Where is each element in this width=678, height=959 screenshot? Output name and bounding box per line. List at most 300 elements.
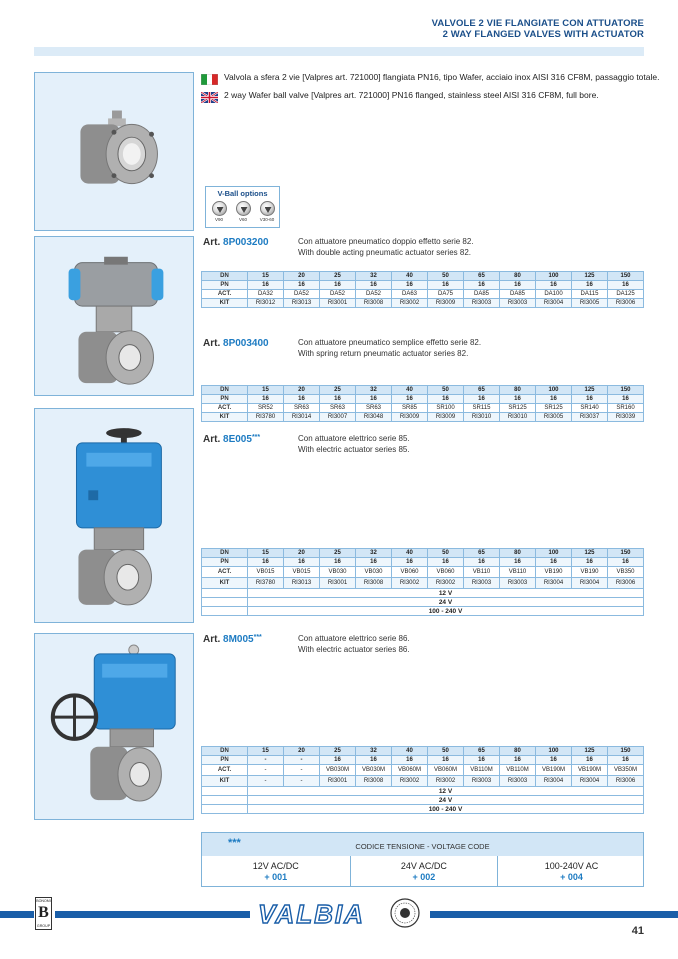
row-label: PN [202,281,248,290]
table-cell: RI3009 [428,299,464,308]
table-cell: 16 [608,281,644,290]
table-row [202,549,644,558]
voltage-option: 12 V [248,787,644,796]
table-cell: 16 [320,281,356,290]
table-cell: RI3003 [500,299,536,308]
table-cell: VB190M [572,765,608,776]
table-cell: VB190M [536,765,572,776]
description-en: With electric actuator series 85. [298,444,410,454]
certification-seal-icon [388,898,422,928]
voltage-row [202,796,644,805]
voltage-option: 24 V [248,796,644,805]
table-cell: RI3002 [392,299,428,308]
table-cell: 25 [320,272,356,281]
table-cell: - [248,765,284,776]
table-row [202,747,644,756]
row-label [202,589,248,598]
row-label [202,805,248,814]
table-cell: - [284,765,320,776]
table-cell: VB015 [284,567,320,578]
table-row [202,299,644,308]
row-label: PN [202,756,248,765]
voltage-code-box [201,832,644,887]
table-cell: RI3004 [572,578,608,589]
table-cell: 150 [608,549,644,558]
table-cell: 16 [572,281,608,290]
table-cell: 65 [464,272,500,281]
article-heading [203,237,269,248]
row-label: KIT [202,299,248,308]
vball-option-label: V60 [238,217,247,222]
table-cell: RI3004 [536,776,572,787]
table-cell: 80 [500,549,536,558]
table-cell: 16 [248,281,284,290]
table-cell: DA32 [248,290,284,299]
article-label: Art. [203,434,221,445]
electric-actuator-handwheel-valve-illustration [35,634,193,819]
brand-logo: VALBIA [258,899,365,929]
table-cell: - [248,776,284,787]
ball-icon [236,201,251,216]
table-cell: 100 [536,386,572,395]
table-row [202,756,644,765]
row-label: KIT [202,578,248,589]
table-row [202,567,644,578]
vball-options-box [205,186,280,228]
pneumatic-actuator-valve-illustration [35,237,193,395]
vball-option-label: V90 [214,217,223,222]
page-header [432,18,644,40]
table-cell: SR63 [356,404,392,413]
table-row [202,776,644,787]
table-cell: RI3003 [500,776,536,787]
table-row [202,404,644,413]
table-cell: 20 [284,272,320,281]
table-cell: 16 [428,756,464,765]
table-cell: RI3048 [356,413,392,422]
table-cell: VB030M [320,765,356,776]
table-cell: 50 [428,549,464,558]
table-cell: 16 [320,756,356,765]
table-cell: VB190 [572,567,608,578]
table-cell: 16 [572,756,608,765]
table-cell: 16 [536,756,572,765]
table-cell: 16 [356,558,392,567]
voltage-code-title: CODICE TENSIONE - VOLTAGE CODE [355,842,490,851]
table-cell: DA85 [464,290,500,299]
table-cell: 16 [608,395,644,404]
header-title-en: 2 WAY FLANGED VALVES WITH ACTUATOR [442,29,644,40]
row-label: DN [202,747,248,756]
table-cell: 100 [536,549,572,558]
table-cell: 125 [572,549,608,558]
table-row [202,290,644,299]
table-cell: RI3006 [608,776,644,787]
electric-actuator-valve-illustration [35,409,193,622]
table-cell: 125 [572,386,608,395]
page-number: 41 [631,925,644,937]
table-cell: SR125 [500,404,536,413]
table-cell: 15 [248,386,284,395]
product-photo-double-acting [34,236,194,396]
table-cell: VB060 [392,567,428,578]
voltage-row [202,589,644,598]
table-cell: VB350M [608,765,644,776]
table-cell: 16 [500,395,536,404]
article-heading [203,434,260,445]
table-cell: 16 [284,558,320,567]
table-cell: VB030M [356,765,392,776]
description-it: Con attuatore elettrico serie 86. [298,634,410,643]
table-cell: RI3001 [320,299,356,308]
table-cell: 40 [392,272,428,281]
voltage-suffix-code: + 004 [560,872,583,882]
table-cell: 16 [536,281,572,290]
group-logo [35,897,52,930]
table-cell: DA52 [320,290,356,299]
table-cell: 20 [284,549,320,558]
table-cell: 32 [356,549,392,558]
table-cell: 16 [392,395,428,404]
table-cell: RI3014 [284,413,320,422]
table-cell: VB190 [536,567,572,578]
table-cell: 16 [500,281,536,290]
description-it: Con attuatore pneumatico doppio effetto serie 82. [298,237,474,246]
table-cell: SR63 [284,404,320,413]
table-cell: 40 [392,747,428,756]
voltage-suffix-code: + 001 [264,872,288,882]
table-cell: RI3005 [572,299,608,308]
row-label [202,598,248,607]
article-description [298,237,474,258]
italian-flag-icon [201,72,218,83]
row-label [202,796,248,805]
row-label: KIT [202,776,248,787]
article-label: Art. [203,237,221,248]
table-cell: DA75 [428,290,464,299]
table-cell: RI3002 [392,776,428,787]
table-cell: RI3001 [320,776,356,787]
table-cell: RI3001 [320,578,356,589]
footer-bar-right [430,911,678,918]
table-cell: DA63 [392,290,428,299]
spec-table [201,271,644,308]
row-label: PN [202,558,248,567]
vball-options-title: V-Ball options [217,189,268,198]
table-cell: RI3002 [428,578,464,589]
table-cell: RI3008 [356,776,392,787]
table-cell: 100 [536,272,572,281]
voltage-row [202,805,644,814]
table-cell: 16 [464,558,500,567]
table-cell: 40 [392,549,428,558]
article-heading [203,634,262,645]
description-en: With double acting pneumatic actuator series 82. [298,247,471,257]
table-cell: RI3003 [464,299,500,308]
product-photo-bare-valve [34,72,194,231]
table-cell: 16 [320,558,356,567]
spec-table [201,548,644,616]
table-cell: RI3003 [500,578,536,589]
table-cell: 25 [320,386,356,395]
voltage-row [202,607,644,616]
footer-bar-left-stub [0,911,34,918]
table-cell: VB015 [248,567,284,578]
table-cell: RI3013 [284,578,320,589]
description-en: With spring return pneumatic actuator series 82. [298,348,469,358]
table-cell: RI3037 [572,413,608,422]
product-photo-electric-85 [34,408,194,623]
table-cell: 32 [356,272,392,281]
vball-option [257,201,277,222]
table-cell: SR100 [428,404,464,413]
table-cell: 16 [248,395,284,404]
product-photo-electric-86 [34,633,194,820]
table-cell: 100 [536,747,572,756]
article-code: 8P003200 [223,237,269,248]
table-cell: VB030 [320,567,356,578]
table-cell: 16 [392,756,428,765]
table-row [202,272,644,281]
group-logo-bottom-text: GROUP [36,924,51,928]
table-cell: 50 [428,386,464,395]
header-band [34,47,644,56]
table-cell: RI3010 [464,413,500,422]
table-cell: DA52 [356,290,392,299]
table-cell: SR63 [320,404,356,413]
row-label [202,787,248,796]
description-it: Con attuatore pneumatico semplice effetto serie 82. [298,338,482,347]
table-cell: 16 [608,558,644,567]
table-cell: 20 [284,747,320,756]
table-row [202,413,644,422]
uk-flag-icon [201,90,218,101]
table-cell: RI3008 [356,578,392,589]
voltage-code-stars: *** [251,434,261,441]
intro-text-it: Valvola a sfera 2 vie [Valpres art. 721000] flangiata PN16, tipo Wafer, acciaio inox AISI 316 CF8M, passaggio totale. [224,72,660,82]
voltage-suffix-code: + 002 [412,872,436,882]
row-label: KIT [202,413,248,422]
table-cell: 150 [608,747,644,756]
row-label: DN [202,386,248,395]
voltage-code-item [497,856,645,887]
table-cell: VB060M [392,765,428,776]
group-logo-top-text: BONOMI [36,899,51,903]
table-cell: 80 [500,272,536,281]
table-cell: 150 [608,272,644,281]
valve-illustration [35,73,193,230]
article-code: 8M005 [223,634,254,645]
table-cell: 16 [320,395,356,404]
table-cell: RI3010 [500,413,536,422]
table-cell: 65 [464,549,500,558]
table-cell: 80 [500,386,536,395]
article-description [298,634,410,655]
table-cell: 16 [356,756,392,765]
table-cell: RI3004 [536,299,572,308]
intro-text-en: 2 way Wafer ball valve [Valpres art. 721000] PN16 flanged, stainless steel AISI 316 CF8M, full bore. [224,90,599,100]
table-row [202,386,644,395]
table-cell: 16 [392,281,428,290]
table-cell: 15 [248,549,284,558]
table-cell: SR52 [248,404,284,413]
table-cell: 16 [536,558,572,567]
article-label: Art. [203,338,221,349]
table-cell: RI3007 [320,413,356,422]
vball-option [233,201,253,222]
table-cell: SR85 [392,404,428,413]
row-label: DN [202,272,248,281]
table-cell: 15 [248,272,284,281]
table-cell: SR160 [608,404,644,413]
voltage-code-header-stars: *** [228,837,241,849]
table-cell: DA125 [608,290,644,299]
table-cell: 65 [464,386,500,395]
row-label: ACT. [202,567,248,578]
table-cell: VB060M [428,765,464,776]
table-cell: RI3002 [428,776,464,787]
table-row [202,395,644,404]
table-cell: 16 [248,558,284,567]
table-cell: RI3780 [248,578,284,589]
row-label: DN [202,549,248,558]
table-cell: RI3005 [536,413,572,422]
voltage-row [202,598,644,607]
row-label: ACT. [202,765,248,776]
description-it: Con attuatore elettrico serie 85. [298,434,410,443]
table-row [202,281,644,290]
table-cell: RI3006 [608,578,644,589]
table-cell: 20 [284,386,320,395]
table-cell: RI3003 [464,776,500,787]
voltage-value: 24V AC/DC [400,861,447,871]
description-en: With electric actuator series 86. [298,644,410,654]
spec-table [201,385,644,422]
table-cell: - [248,756,284,765]
row-label [202,607,248,616]
table-cell: 80 [500,747,536,756]
table-cell: VB110 [464,567,500,578]
article-label: Art. [203,634,221,645]
table-cell: 16 [500,558,536,567]
table-cell: 16 [464,281,500,290]
table-cell: 16 [284,281,320,290]
table-cell: DA115 [572,290,608,299]
article-description [298,434,410,455]
table-cell: 16 [284,395,320,404]
table-cell: RI3780 [248,413,284,422]
table-cell: - [284,756,320,765]
table-cell: 16 [608,756,644,765]
group-logo-letter: B [38,904,49,921]
voltage-value: 100-240V AC [544,861,599,871]
table-cell: 16 [536,395,572,404]
row-label: ACT. [202,404,248,413]
table-cell: SR140 [572,404,608,413]
table-cell: 16 [428,395,464,404]
voltage-code-item [350,856,498,887]
voltage-value: 12V AC/DC [252,861,299,871]
article-code: 8P003400 [223,338,269,349]
table-cell: RI3008 [356,299,392,308]
table-cell: VB110M [500,765,536,776]
table-cell: 16 [428,281,464,290]
table-cell: DA100 [536,290,572,299]
table-cell: RI3039 [608,413,644,422]
vball-option [209,201,229,222]
table-cell: 16 [428,558,464,567]
article-description [298,338,481,359]
table-cell: 16 [392,558,428,567]
table-cell: RI3013 [284,299,320,308]
table-cell: 50 [428,272,464,281]
table-cell: 16 [572,395,608,404]
table-cell: DA85 [500,290,536,299]
table-cell: VB030 [356,567,392,578]
table-row [202,765,644,776]
voltage-option: 100 - 240 V [248,607,644,616]
table-cell: RI3004 [572,776,608,787]
voltage-option: 12 V [248,589,644,598]
table-cell: RI3006 [608,299,644,308]
table-cell: 125 [572,272,608,281]
table-cell: RI3009 [392,413,428,422]
table-cell: VB110 [500,567,536,578]
table-cell: VB350 [608,567,644,578]
ball-icon [260,201,275,216]
voltage-option: 24 V [248,598,644,607]
table-cell: RI3012 [248,299,284,308]
table-cell: 16 [464,395,500,404]
table-cell: 16 [356,281,392,290]
table-cell: - [284,776,320,787]
article-heading [203,338,269,349]
table-cell: SR115 [464,404,500,413]
table-cell: 125 [572,747,608,756]
table-cell: 25 [320,747,356,756]
voltage-code-item [202,856,350,887]
header-title-it: VALVOLE 2 VIE FLANGIATE CON ATTUATORE [431,18,644,29]
table-cell: VB110M [464,765,500,776]
spec-table [201,746,644,814]
table-cell: 65 [464,747,500,756]
table-cell: 32 [356,386,392,395]
table-cell: 15 [248,747,284,756]
table-cell: 40 [392,386,428,395]
table-cell: 50 [428,747,464,756]
voltage-row [202,787,644,796]
voltage-code-stars: *** [253,634,262,641]
table-cell: 16 [464,756,500,765]
row-label: ACT. [202,290,248,299]
table-cell: SR125 [536,404,572,413]
footer-bar-left [55,911,250,918]
table-cell: VB060 [428,567,464,578]
table-cell: RI3002 [392,578,428,589]
table-cell: RI3009 [428,413,464,422]
table-cell: 16 [500,756,536,765]
table-cell: RI3004 [536,578,572,589]
table-cell: 32 [356,747,392,756]
table-cell: 16 [356,395,392,404]
voltage-option: 100 - 240 V [248,805,644,814]
row-label: PN [202,395,248,404]
table-cell: 16 [572,558,608,567]
table-row [202,578,644,589]
table-cell: DA52 [284,290,320,299]
article-code: 8E005 [223,434,252,445]
table-row [202,558,644,567]
